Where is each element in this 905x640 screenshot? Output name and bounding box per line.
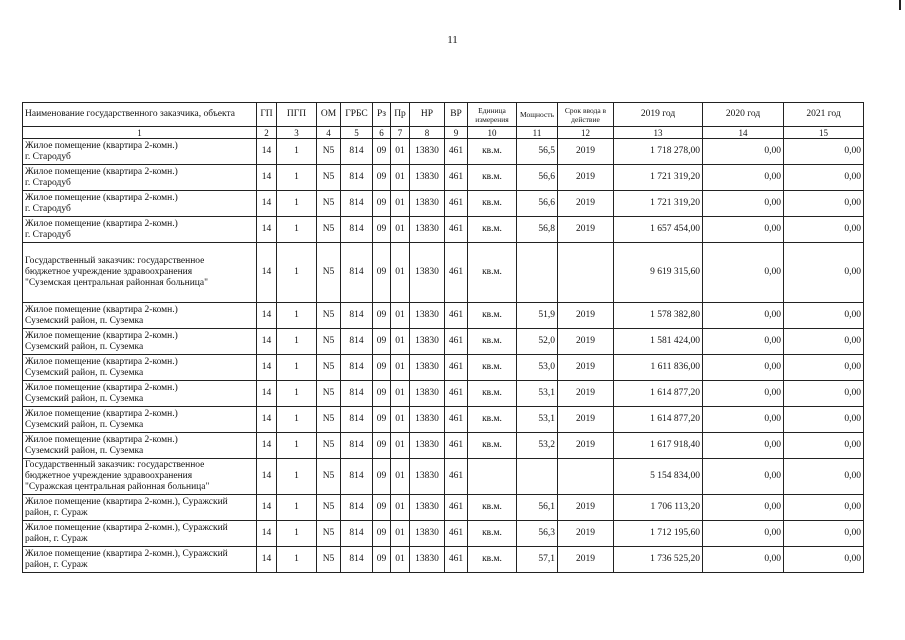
term-cell: 2019 xyxy=(558,139,614,165)
amount-2021-cell: 0,00 xyxy=(784,243,864,303)
page-number: 11 xyxy=(447,34,458,46)
om-cell: N5 xyxy=(317,459,341,495)
amount-2019-cell: 1 611 836,00 xyxy=(614,355,703,381)
vr-cell: 461 xyxy=(445,459,468,495)
power-cell: 53,1 xyxy=(517,381,558,407)
pr-cell: 01 xyxy=(391,165,410,191)
vr-cell: 461 xyxy=(445,217,468,243)
term-cell: 2019 xyxy=(558,495,614,521)
table-row xyxy=(23,191,864,217)
column-number: 1 xyxy=(23,127,257,139)
pgp-cell: 1 xyxy=(277,191,317,217)
amount-2020-cell: 0,00 xyxy=(703,303,784,329)
amount-2021-cell: 0,00 xyxy=(784,165,864,191)
pr-cell: 01 xyxy=(391,521,410,547)
header-cell: ПГП xyxy=(277,103,317,127)
om-cell: N5 xyxy=(317,303,341,329)
amount-2020-cell: 0,00 xyxy=(703,191,784,217)
grbs-cell: 814 xyxy=(341,381,373,407)
header-cell: НР xyxy=(410,103,445,127)
pgp-cell: 1 xyxy=(277,433,317,459)
table-row xyxy=(23,495,864,521)
power-cell xyxy=(517,459,558,495)
header-cell: ГРБС xyxy=(341,103,373,127)
term-cell: 2019 xyxy=(558,433,614,459)
om-cell: N5 xyxy=(317,165,341,191)
grbs-cell: 814 xyxy=(341,355,373,381)
table-row xyxy=(23,547,864,573)
amount-2021-cell: 0,00 xyxy=(784,407,864,433)
table-row xyxy=(23,355,864,381)
rz-cell: 09 xyxy=(373,355,391,381)
gp-cell: 14 xyxy=(257,495,277,521)
grbs-cell: 814 xyxy=(341,303,373,329)
amount-2021-cell: 0,00 xyxy=(784,381,864,407)
column-number: 9 xyxy=(445,127,468,139)
amount-2019-cell: 1 712 195,60 xyxy=(614,521,703,547)
unit-cell: кв.м. xyxy=(468,329,517,355)
table-row xyxy=(23,303,864,329)
pgp-cell: 1 xyxy=(277,243,317,303)
rz-cell: 09 xyxy=(373,521,391,547)
amount-2019-cell: 1 736 525,20 xyxy=(614,547,703,573)
gp-cell: 14 xyxy=(257,547,277,573)
amount-2020-cell: 0,00 xyxy=(703,165,784,191)
gp-cell: 14 xyxy=(257,355,277,381)
table-row xyxy=(23,521,864,547)
grbs-cell: 814 xyxy=(341,433,373,459)
term-cell: 2019 xyxy=(558,521,614,547)
gp-cell: 14 xyxy=(257,521,277,547)
amount-2020-cell: 0,00 xyxy=(703,495,784,521)
amount-2021-cell: 0,00 xyxy=(784,547,864,573)
unit-cell: кв.м. xyxy=(468,139,517,165)
row-name-cell: Жилое помещение (квартира 2-комн.), Суражский район, г. Сураж xyxy=(23,547,257,573)
amount-2021-cell: 0,00 xyxy=(784,459,864,495)
amount-2019-cell: 1 721 319,20 xyxy=(614,165,703,191)
rz-cell: 09 xyxy=(373,243,391,303)
row-name-cell: Жилое помещение (квартира 2-комн.) г. Стародуб xyxy=(23,191,257,217)
nr-cell: 13830 xyxy=(410,459,445,495)
pgp-cell: 1 xyxy=(277,217,317,243)
unit-cell: кв.м. xyxy=(468,547,517,573)
vr-cell: 461 xyxy=(445,139,468,165)
amount-2020-cell: 0,00 xyxy=(703,355,784,381)
amount-2019-cell: 1 578 382,80 xyxy=(614,303,703,329)
power-cell: 56,6 xyxy=(517,165,558,191)
vr-cell: 461 xyxy=(445,547,468,573)
unit-cell: кв.м. xyxy=(468,407,517,433)
term-cell: 2019 xyxy=(558,303,614,329)
amount-2019-cell: 1 718 278,00 xyxy=(614,139,703,165)
gp-cell: 14 xyxy=(257,165,277,191)
column-number: 2 xyxy=(257,127,277,139)
nr-cell: 13830 xyxy=(410,165,445,191)
nr-cell: 13830 xyxy=(410,407,445,433)
table-row xyxy=(23,407,864,433)
power-cell: 53,2 xyxy=(517,433,558,459)
amount-2019-cell: 1 706 113,20 xyxy=(614,495,703,521)
header-cell: ВР xyxy=(445,103,468,127)
nr-cell: 13830 xyxy=(410,547,445,573)
term-cell: 2019 xyxy=(558,191,614,217)
amount-2020-cell: 0,00 xyxy=(703,433,784,459)
amount-2019-cell: 1 657 454,00 xyxy=(614,217,703,243)
rz-cell: 09 xyxy=(373,407,391,433)
power-cell: 56,6 xyxy=(517,191,558,217)
amount-2021-cell: 0,00 xyxy=(784,355,864,381)
rz-cell: 09 xyxy=(373,459,391,495)
term-cell: 2019 xyxy=(558,165,614,191)
column-number: 6 xyxy=(373,127,391,139)
term-cell: 2019 xyxy=(558,547,614,573)
power-cell: 53,1 xyxy=(517,407,558,433)
grbs-cell: 814 xyxy=(341,329,373,355)
gp-cell: 14 xyxy=(257,139,277,165)
nr-cell: 13830 xyxy=(410,217,445,243)
amount-2021-cell: 0,00 xyxy=(784,139,864,165)
row-name-cell: Жилое помещение (квартира 2-комн.) Суземский район, п. Суземка xyxy=(23,381,257,407)
amount-2019-cell: 1 581 424,00 xyxy=(614,329,703,355)
gp-cell: 14 xyxy=(257,381,277,407)
pr-cell: 01 xyxy=(391,303,410,329)
header-cell: ОМ xyxy=(317,103,341,127)
term-cell: 2019 xyxy=(558,381,614,407)
unit-cell: кв.м. xyxy=(468,303,517,329)
rz-cell: 09 xyxy=(373,217,391,243)
column-number: 3 xyxy=(277,127,317,139)
vr-cell: 461 xyxy=(445,521,468,547)
power-cell: 57,1 xyxy=(517,547,558,573)
nr-cell: 13830 xyxy=(410,139,445,165)
power-cell: 56,5 xyxy=(517,139,558,165)
column-number: 10 xyxy=(468,127,517,139)
column-number: 13 xyxy=(614,127,703,139)
om-cell: N5 xyxy=(317,407,341,433)
gp-cell: 14 xyxy=(257,459,277,495)
header-cell: Пр xyxy=(391,103,410,127)
amount-2019-cell: 1 614 877,20 xyxy=(614,381,703,407)
row-name-cell: Жилое помещение (квартира 2-комн.) г. Стародуб xyxy=(23,139,257,165)
power-cell: 51,9 xyxy=(517,303,558,329)
rz-cell: 09 xyxy=(373,165,391,191)
grbs-cell: 814 xyxy=(341,191,373,217)
gp-cell: 14 xyxy=(257,217,277,243)
om-cell: N5 xyxy=(317,547,341,573)
term-cell xyxy=(558,459,614,495)
amount-2021-cell: 0,00 xyxy=(784,521,864,547)
grbs-cell: 814 xyxy=(341,495,373,521)
column-number: 7 xyxy=(391,127,410,139)
row-name-cell: Жилое помещение (квартира 2-комн.), Суражский район, г. Сураж xyxy=(23,521,257,547)
pr-cell: 01 xyxy=(391,243,410,303)
om-cell: N5 xyxy=(317,495,341,521)
vr-cell: 461 xyxy=(445,355,468,381)
column-number: 14 xyxy=(703,127,784,139)
nr-cell: 13830 xyxy=(410,433,445,459)
pgp-cell: 1 xyxy=(277,303,317,329)
nr-cell: 13830 xyxy=(410,381,445,407)
edge-mark xyxy=(899,0,901,10)
amount-2019-cell: 5 154 834,00 xyxy=(614,459,703,495)
amount-2020-cell: 0,00 xyxy=(703,243,784,303)
vr-cell: 461 xyxy=(445,243,468,303)
vr-cell: 461 xyxy=(445,165,468,191)
nr-cell: 13830 xyxy=(410,355,445,381)
row-name-cell: Государственный заказчик: государственное бюджетное учреждение здравоохранения "Суражская центральная районная больница" xyxy=(23,459,257,495)
amount-2019-cell: 1 617 918,40 xyxy=(614,433,703,459)
rz-cell: 09 xyxy=(373,381,391,407)
row-name-cell: Жилое помещение (квартира 2-комн.) г. Стародуб xyxy=(23,165,257,191)
amount-2021-cell: 0,00 xyxy=(784,433,864,459)
unit-cell xyxy=(468,459,517,495)
amount-2019-cell: 1 721 319,20 xyxy=(614,191,703,217)
column-number: 8 xyxy=(410,127,445,139)
rz-cell: 09 xyxy=(373,495,391,521)
header-cell: Срок ввода в действие xyxy=(558,103,614,127)
amount-2019-cell: 9 619 315,60 xyxy=(614,243,703,303)
om-cell: N5 xyxy=(317,355,341,381)
column-number: 11 xyxy=(517,127,558,139)
power-cell: 52,0 xyxy=(517,329,558,355)
rz-cell: 09 xyxy=(373,139,391,165)
vr-cell: 461 xyxy=(445,381,468,407)
column-number-row xyxy=(23,127,864,139)
pgp-cell: 1 xyxy=(277,495,317,521)
amount-2021-cell: 0,00 xyxy=(784,217,864,243)
term-cell xyxy=(558,243,614,303)
pgp-cell: 1 xyxy=(277,381,317,407)
pr-cell: 01 xyxy=(391,329,410,355)
nr-cell: 13830 xyxy=(410,243,445,303)
unit-cell: кв.м. xyxy=(468,433,517,459)
amount-2020-cell: 0,00 xyxy=(703,217,784,243)
term-cell: 2019 xyxy=(558,407,614,433)
amount-2020-cell: 0,00 xyxy=(703,329,784,355)
row-name-cell: Государственный заказчик: государственное бюджетное учреждение здравоохранения "Суземская центральная районная больница" xyxy=(23,243,257,303)
gp-cell: 14 xyxy=(257,243,277,303)
header-cell: 2019 год xyxy=(614,103,703,127)
vr-cell: 461 xyxy=(445,303,468,329)
gp-cell: 14 xyxy=(257,303,277,329)
rz-cell: 09 xyxy=(373,329,391,355)
unit-cell: кв.м. xyxy=(468,521,517,547)
om-cell: N5 xyxy=(317,243,341,303)
grbs-cell: 814 xyxy=(341,243,373,303)
table-row xyxy=(23,139,864,165)
power-cell xyxy=(517,243,558,303)
row-name-cell: Жилое помещение (квартира 2-комн.) Суземский район, п. Суземка xyxy=(23,355,257,381)
pr-cell: 01 xyxy=(391,217,410,243)
power-cell: 56,8 xyxy=(517,217,558,243)
rz-cell: 09 xyxy=(373,191,391,217)
gp-cell: 14 xyxy=(257,407,277,433)
pr-cell: 01 xyxy=(391,139,410,165)
unit-cell: кв.м. xyxy=(468,355,517,381)
pr-cell: 01 xyxy=(391,381,410,407)
term-cell: 2019 xyxy=(558,355,614,381)
nr-cell: 13830 xyxy=(410,303,445,329)
amount-2020-cell: 0,00 xyxy=(703,521,784,547)
unit-cell: кв.м. xyxy=(468,165,517,191)
amount-2021-cell: 0,00 xyxy=(784,329,864,355)
column-number: 4 xyxy=(317,127,341,139)
table-row xyxy=(23,381,864,407)
om-cell: N5 xyxy=(317,191,341,217)
amount-2019-cell: 1 614 877,20 xyxy=(614,407,703,433)
pr-cell: 01 xyxy=(391,495,410,521)
pr-cell: 01 xyxy=(391,547,410,573)
pgp-cell: 1 xyxy=(277,459,317,495)
term-cell: 2019 xyxy=(558,329,614,355)
power-cell: 56,3 xyxy=(517,521,558,547)
amount-2020-cell: 0,00 xyxy=(703,381,784,407)
om-cell: N5 xyxy=(317,521,341,547)
pr-cell: 01 xyxy=(391,191,410,217)
row-name-cell: Жилое помещение (квартира 2-комн.) Суземский район, п. Суземка xyxy=(23,407,257,433)
unit-cell: кв.м. xyxy=(468,217,517,243)
pr-cell: 01 xyxy=(391,407,410,433)
table-row xyxy=(23,329,864,355)
header-cell: 2021 год xyxy=(784,103,864,127)
vr-cell: 461 xyxy=(445,329,468,355)
gp-cell: 14 xyxy=(257,191,277,217)
om-cell: N5 xyxy=(317,381,341,407)
pr-cell: 01 xyxy=(391,459,410,495)
budget-table xyxy=(22,102,864,573)
nr-cell: 13830 xyxy=(410,495,445,521)
row-name-cell: Жилое помещение (квартира 2-комн.) г. Стародуб xyxy=(23,217,257,243)
amount-2020-cell: 0,00 xyxy=(703,407,784,433)
unit-cell: кв.м. xyxy=(468,495,517,521)
header-cell: Наименование государственного заказчика, объекта xyxy=(23,103,257,127)
unit-cell: кв.м. xyxy=(468,191,517,217)
power-cell: 53,0 xyxy=(517,355,558,381)
nr-cell: 13830 xyxy=(410,329,445,355)
row-name-cell: Жилое помещение (квартира 2-комн.) Суземский район, п. Суземка xyxy=(23,329,257,355)
grbs-cell: 814 xyxy=(341,407,373,433)
unit-cell: кв.м. xyxy=(468,381,517,407)
om-cell: N5 xyxy=(317,217,341,243)
row-name-cell: Жилое помещение (квартира 2-комн.) Суземский район, п. Суземка xyxy=(23,303,257,329)
column-number: 15 xyxy=(784,127,864,139)
grbs-cell: 814 xyxy=(341,217,373,243)
column-number: 12 xyxy=(558,127,614,139)
pgp-cell: 1 xyxy=(277,165,317,191)
rz-cell: 09 xyxy=(373,547,391,573)
om-cell: N5 xyxy=(317,329,341,355)
grbs-cell: 814 xyxy=(341,521,373,547)
grbs-cell: 814 xyxy=(341,459,373,495)
table-row xyxy=(23,217,864,243)
om-cell: N5 xyxy=(317,433,341,459)
pr-cell: 01 xyxy=(391,433,410,459)
amount-2020-cell: 0,00 xyxy=(703,139,784,165)
header-row xyxy=(23,103,864,127)
grbs-cell: 814 xyxy=(341,165,373,191)
table-row xyxy=(23,459,864,495)
vr-cell: 461 xyxy=(445,407,468,433)
nr-cell: 13830 xyxy=(410,521,445,547)
pgp-cell: 1 xyxy=(277,547,317,573)
amount-2020-cell: 0,00 xyxy=(703,459,784,495)
gp-cell: 14 xyxy=(257,433,277,459)
rz-cell: 09 xyxy=(373,303,391,329)
power-cell: 56,1 xyxy=(517,495,558,521)
pgp-cell: 1 xyxy=(277,355,317,381)
vr-cell: 461 xyxy=(445,433,468,459)
pr-cell: 01 xyxy=(391,355,410,381)
amount-2021-cell: 0,00 xyxy=(784,191,864,217)
nr-cell: 13830 xyxy=(410,191,445,217)
column-number: 5 xyxy=(341,127,373,139)
header-cell: ГП xyxy=(257,103,277,127)
unit-cell: кв.м. xyxy=(468,243,517,303)
table-row xyxy=(23,243,864,303)
vr-cell: 461 xyxy=(445,191,468,217)
amount-2021-cell: 0,00 xyxy=(784,303,864,329)
row-name-cell: Жилое помещение (квартира 2-комн.) Суземский район, п. Суземка xyxy=(23,433,257,459)
header-cell: Рз xyxy=(373,103,391,127)
header-cell: Мощность xyxy=(517,103,558,127)
amount-2021-cell: 0,00 xyxy=(784,495,864,521)
om-cell: N5 xyxy=(317,139,341,165)
header-cell: 2020 год xyxy=(703,103,784,127)
amount-2020-cell: 0,00 xyxy=(703,547,784,573)
pgp-cell: 1 xyxy=(277,139,317,165)
table-row xyxy=(23,165,864,191)
gp-cell: 14 xyxy=(257,329,277,355)
grbs-cell: 814 xyxy=(341,139,373,165)
rz-cell: 09 xyxy=(373,433,391,459)
pgp-cell: 1 xyxy=(277,407,317,433)
row-name-cell: Жилое помещение (квартира 2-комн.), Суражский район, г. Сураж xyxy=(23,495,257,521)
vr-cell: 461 xyxy=(445,495,468,521)
table-row xyxy=(23,433,864,459)
grbs-cell: 814 xyxy=(341,547,373,573)
header-cell: Единица измерения xyxy=(468,103,517,127)
pgp-cell: 1 xyxy=(277,521,317,547)
term-cell: 2019 xyxy=(558,217,614,243)
pgp-cell: 1 xyxy=(277,329,317,355)
